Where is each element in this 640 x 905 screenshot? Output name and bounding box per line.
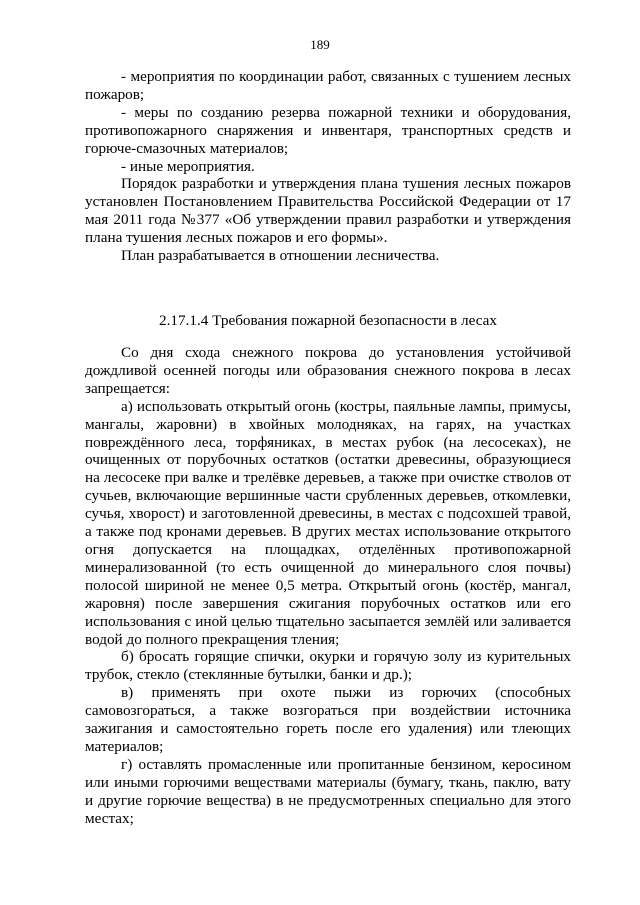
- paragraph: Порядок разработки и утверждения плана тушения лесных пожаров установлен Постановлением Правительства Российской Федерации от 17 мая 2011 года №377 «Об утверждении правил разработки и утверждения плана тушения лесных пожаров и его формы».: [85, 175, 571, 247]
- section-heading: 2.17.1.4 Требования пожарной безопасности в лесах: [159, 312, 497, 329]
- body-text-before: [85, 68, 571, 265]
- paragraph: б) бросать горящие спички, окурки и горячую золу из курительных трубок, стекло (стеклянные бутылки, банки и др.);: [85, 648, 571, 684]
- body-text-after: [85, 344, 571, 827]
- paragraph: - иные мероприятия.: [121, 157, 255, 175]
- paragraph: а) использовать открытый огонь (костры, паяльные лампы, примусы, мангалы, жаровни) в хвойных молодняках, на гарях, на участках повреждённого леса, торфяниках, в местах рубок (на лесосеках), не очищенных от порубочных остатков (остатки древесины, образующиеся на лесосеке при валке и трелёвке деревьев, а также при очистке стволов от сучьев, включающие вершинные части срубленных деревьев, откомлевки, сучья, хворост) и заготовленной древесины, в местах с подсохшей травой, а также под кронами деревьев. В других местах использование открытого огня допускается на площадках, отделённых противопожарной минерализованной (то есть очищенной до минерального слоя почвы) полосой шириной не менее 0,5 метра. Открытый огонь (костёр, мангал, жаровня) после завершения сжигания порубочных остатков или его использования с иной целью тщательно засыпается землёй или заливается водой до полного прекращения тления;: [85, 397, 571, 648]
- paragraph: План разрабатывается в отношении лесничества.: [121, 247, 440, 265]
- paragraph: - меры по созданию резерва пожарной техники и оборудования, противопожарного снаряжения и инвентаря, транспортных средств и горюче-смазочных материалов;: [85, 103, 571, 157]
- paragraph: - мероприятия по координации работ, связанных с тушением лесных пожаров;: [85, 68, 571, 103]
- paragraph: в) применять при охоте пыжи из горючих (способных самовозгораться, а также возгораться при воздействии источника зажигания и самостоятельно гореть после его удаления) или тлеющих материалов;: [85, 684, 571, 755]
- paragraph: г) оставлять промасленные или пропитанные бензином, керосином или иными горючими веществами материалы (бумагу, ткань, паклю, вату и другие горючие вещества) в не предусмотренных специально для этого местах;: [85, 755, 571, 827]
- page-number: 189: [310, 37, 330, 52]
- paragraph: Со дня схода снежного покрова до установления устойчивой дождливой осенней погоды или образования снежного покрова в лесах запрещается:: [85, 344, 571, 397]
